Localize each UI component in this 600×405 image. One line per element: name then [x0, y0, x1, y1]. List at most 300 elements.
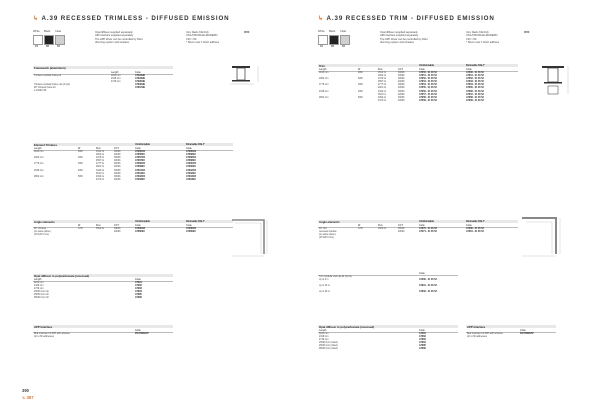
cell: 1164 mm — [319, 333, 329, 335]
right-title-text: A.39 RECESSED TRIM - DIFFUSED EMISSION — [326, 15, 495, 22]
cell: 3000K — [398, 78, 405, 81]
col-header-code: Code — [135, 224, 141, 227]
trim-drawing-icon — [538, 62, 574, 102]
cell: A7092EU — [186, 172, 196, 175]
cell: DV785MAPP — [135, 333, 149, 335]
framework-row-label: Trimless modular frame kit — [34, 75, 61, 77]
finish-code-06: 06 — [331, 45, 334, 48]
right-notes2 — [466, 31, 499, 45]
cell: 2921 lm — [96, 166, 105, 169]
angle-cct — [398, 228, 405, 234]
cell: 25000 mm roll — [34, 294, 49, 297]
cell: 1776 mm — [319, 84, 329, 87]
cell: DV785MAPP — [520, 333, 534, 335]
finish-label-white: White — [33, 30, 40, 33]
angle-code — [419, 228, 437, 234]
cell: A7085 — [135, 294, 142, 297]
cell: Up to 60 addresses — [467, 336, 487, 339]
profile-drawing-icon — [228, 64, 268, 99]
framework-code: A7095HH — [135, 81, 146, 84]
cell: A7067 - 01 06 52 — [466, 93, 484, 96]
ip-rating: IP20 — [524, 31, 530, 34]
cell: A7088CO — [186, 157, 197, 160]
note-line: Very black (CE/CH) — [466, 31, 489, 34]
col-header-dimmable: Dimmable DALI* — [466, 64, 485, 67]
col-header-length: Length — [34, 278, 42, 281]
trim-col-cct — [398, 72, 405, 103]
framework-length: 2348 mm — [111, 78, 121, 81]
cell: 1562 lm — [378, 228, 387, 230]
cell: up to 3 m — [319, 279, 329, 282]
elements-col-cct — [114, 151, 121, 182]
cell: 2921 lm — [378, 87, 387, 90]
trim-col-flux — [378, 72, 386, 103]
cell: 1664 lm — [96, 154, 105, 157]
cell: A7082 — [419, 336, 426, 339]
col-header-cct: CCT — [114, 147, 119, 150]
cell: 4000K — [398, 87, 405, 90]
swatch-clear — [340, 35, 350, 45]
finish-label-clear: Clear — [55, 30, 62, 33]
cell: (on same plane) — [319, 234, 336, 237]
col-header-w: W — [358, 68, 361, 71]
cell: 50W — [78, 175, 83, 178]
note-line: * Driver over 1 DALI address — [186, 41, 220, 45]
cell: 4094 lm — [378, 96, 387, 99]
cell: A7091 - 01 06 52 — [419, 285, 437, 288]
framework-code: A7094HH — [135, 75, 146, 77]
cell: A7053 - 01 06 52 — [419, 81, 437, 84]
cell: (on same plane) — [34, 231, 51, 234]
angle-cct — [114, 228, 121, 234]
cell: BLE interface for APP with wireless — [34, 333, 70, 335]
framework-title: Framework (aluminium) — [34, 66, 66, 70]
col-header-code: Code — [419, 224, 425, 227]
cell: A7086 — [135, 297, 142, 300]
finish-label-black: Black — [44, 30, 51, 33]
angle-element-drawing — [230, 218, 272, 258]
angle-title: Angle elements — [34, 220, 55, 224]
cell: A7062 - 01 06 52 — [466, 78, 484, 81]
cell: 4000K — [398, 231, 405, 234]
col-header-unidimmable: Unidimmable — [135, 220, 151, 223]
cell: 3000K — [398, 72, 405, 74]
note-line: dimming system and wireless — [95, 41, 129, 45]
page-number: 390 — [22, 388, 29, 393]
cell: (474x474 mm) — [34, 234, 49, 237]
swatch-white — [33, 35, 43, 45]
cell: A7059 - 01 06 52 — [419, 99, 437, 102]
trim-col-length — [319, 72, 329, 100]
diffuser-title: Opal diffuser in polycarbonate (recessed) — [34, 274, 90, 278]
angle-code — [135, 228, 145, 234]
cell: 4374 lm — [378, 99, 387, 102]
cell: A7056 - 01 06 52 — [419, 90, 437, 93]
cell: A7060 - 01 06 52 — [466, 72, 484, 74]
finish-code-01: 01 — [320, 45, 323, 48]
cell: 4000K — [114, 160, 121, 163]
cell: A7092CO — [186, 169, 197, 172]
cell: A7083 — [419, 339, 426, 342]
cell: 3442 lm — [378, 90, 387, 93]
col-header-flux: Flux — [96, 224, 101, 227]
left-notes2 — [186, 31, 219, 45]
cell: A7068 - 01 06 52 — [466, 96, 484, 99]
col-header-unidimmable: Unidimmable — [135, 143, 151, 146]
cell: 1164 mm — [34, 282, 44, 284]
right-notes — [380, 31, 428, 45]
note-line: Very black (CE/CH) — [186, 31, 209, 34]
col-header-flux: Flux — [378, 68, 383, 71]
cell: A7054 - 01 06 52 — [419, 84, 437, 87]
cell: A7091EU — [135, 172, 145, 175]
left-title-text: A.39 RECESSED TRIMLESS - DIFFUSED EMISSION — [41, 15, 230, 22]
note-line: Opal diffuser supplied separately — [380, 31, 418, 34]
cell: A7080EU — [135, 231, 145, 234]
cell: A7080EU — [186, 231, 196, 234]
elements-col-code — [135, 151, 145, 182]
finish-code-52: 52 — [57, 45, 60, 48]
right-page-title — [318, 15, 495, 22]
cell: 2476 lm — [96, 157, 105, 160]
col-header-code: Code — [419, 329, 425, 332]
cell: 1776 mm — [34, 163, 44, 166]
interface-title: APP Interface — [34, 325, 53, 329]
cell: Up to 60 addresses — [34, 336, 54, 339]
trim-title: Trim — [319, 64, 325, 68]
cell: 2777 lm — [96, 163, 105, 166]
col-header-cct: CCT — [398, 68, 403, 71]
col-header-code: Code — [135, 278, 141, 281]
elements-col-dali — [186, 151, 196, 182]
interface-desc — [467, 333, 503, 339]
cell: A7084 — [135, 291, 142, 294]
swatch-clear — [55, 35, 65, 45]
finish-code-06: 06 — [46, 45, 49, 48]
interface-desc — [34, 333, 70, 339]
trim-col-dali — [466, 72, 484, 103]
col-header-code: Code — [419, 68, 425, 71]
cell: 35000 mm roll — [34, 297, 49, 300]
trim-col-code — [419, 72, 437, 103]
col-header-dimmable: Dimmable DALI* — [186, 220, 205, 223]
cell: 17W — [358, 228, 363, 230]
cell: A7061 - 01 06 52 — [466, 75, 484, 78]
diffuser-lengths — [319, 333, 338, 352]
cell: A7086 — [419, 348, 426, 351]
cell: 3000K — [114, 157, 121, 160]
cell: 3000K — [114, 228, 121, 230]
angle-desc — [34, 228, 51, 237]
angle-drawing-icon — [230, 218, 272, 258]
col-header-code: Code — [186, 147, 192, 150]
framework-code: A7097HH — [135, 87, 146, 90]
col-header-code: Code — [135, 147, 141, 150]
col-header-code: Code — [186, 224, 192, 227]
col-header-length: Length — [111, 71, 119, 74]
product-profile-illustration — [228, 64, 268, 99]
elements-title: Element Trimless — [34, 143, 58, 147]
cell: A7093CO — [135, 175, 146, 178]
cell: A7051 - 01 06 52 — [419, 75, 437, 78]
note-line: dimming system and wireless — [380, 41, 414, 45]
page-reference: ↳ 387 — [22, 395, 34, 400]
note-line: A99 interface supplied separately — [380, 34, 419, 38]
cell: 50W — [358, 96, 363, 99]
cell: Trim modular end cap kit (2 pcs) — [319, 276, 352, 278]
cell: 3000K — [114, 175, 121, 178]
framework-code: A7096HH — [135, 84, 146, 87]
cell: 1541 lm — [96, 151, 105, 153]
cell: A7080 - 01 06 52 — [466, 228, 484, 230]
framework-row-label: Trimless modular frame cap (2 pcs) — [34, 84, 71, 87]
cell: 3000K — [398, 228, 405, 230]
cell: A7090EU — [186, 166, 196, 169]
cell: A7081 — [135, 282, 142, 284]
finish-code-52: 52 — [342, 45, 345, 48]
cell: 3442 lm — [96, 169, 105, 172]
cell: 25000 mm (rolled) — [319, 345, 338, 348]
cell: A7085EU — [135, 154, 145, 157]
cell: 17W — [78, 228, 83, 230]
interface-code — [135, 333, 149, 336]
cell: 1164 mm — [34, 151, 44, 153]
title-arrow-icon: ↳ — [318, 15, 325, 22]
diffuser-title: Opal diffuser in polycarbonate (recessed) — [319, 325, 375, 329]
cell: 2864 mm — [34, 175, 44, 178]
col-header-dimmable: Dimmable DALI* — [466, 220, 485, 223]
angle-trim-drawing — [520, 216, 564, 258]
cell: A7063 - 01 06 52 — [466, 81, 484, 84]
col-header-dimmable: Dimmable DALI* — [186, 143, 205, 146]
cell: 2864 mm — [319, 96, 329, 99]
cell: 3611 lm — [378, 93, 387, 96]
col-header-length: Length — [34, 147, 42, 150]
col-header-cct: CCT — [398, 224, 403, 227]
framework-code: A7093HH — [135, 78, 146, 81]
note-line: UNI+TRIANGLE-MODERN — [186, 34, 218, 38]
cell: 30W — [358, 84, 363, 87]
cell: 4000K — [398, 99, 405, 102]
cell: A7069 - 01 06 52 — [466, 99, 484, 102]
elements-col-w — [78, 151, 83, 179]
cell: 15000 mm (rolled) — [319, 342, 338, 345]
cell: A7090 - 01 06 52 — [419, 279, 437, 281]
col-header-length: Length — [319, 68, 327, 71]
angle-dali — [186, 228, 196, 234]
cell: 1682 mm — [319, 78, 329, 81]
cell: 3000K — [114, 151, 121, 153]
cell: A7086EU — [186, 154, 196, 157]
accessory-codes — [419, 279, 437, 294]
cell: A7065 - 01 06 52 — [466, 87, 484, 90]
cell: A7086CO — [186, 151, 197, 153]
framework-labels — [34, 75, 70, 94]
cell: 1562 lm — [96, 228, 105, 230]
note-line: CRI > 80 — [466, 37, 477, 41]
col-header-length: Length — [319, 329, 327, 332]
col-header-code: Code — [135, 329, 141, 332]
cell: 1664 lm — [378, 75, 387, 78]
angle-w — [358, 228, 363, 231]
col-header-code: Code — [135, 71, 141, 74]
ip-rating: IP20 — [244, 31, 250, 34]
finish-label-black: Black — [329, 30, 336, 33]
cell: A7052 - 01 06 52 — [419, 78, 437, 81]
angle-flux — [378, 228, 386, 231]
cell: 90° trimless — [34, 228, 47, 230]
cell: 20W — [78, 151, 83, 153]
cell: A7084 — [419, 342, 426, 345]
cell: up to 25 m — [319, 291, 330, 294]
cell: A7091CO — [135, 169, 146, 172]
cell: 30W — [358, 78, 363, 81]
cell: 4000K — [398, 75, 405, 78]
trim-col-w — [358, 72, 363, 100]
cell: 4736 mm — [34, 288, 44, 291]
cell: A7089CO — [135, 163, 146, 166]
cell: A7092 - 01 06 52 — [419, 291, 437, 294]
cell: BLE interface for APP with wireless — [467, 333, 503, 335]
note-line: The APP driver can be controlled by DALI — [380, 37, 428, 41]
cell: 90° trim — [319, 228, 327, 230]
col-header-code: Code — [466, 68, 472, 71]
cell: A7055 - 01 06 52 — [419, 87, 437, 90]
cell: A7081 — [419, 333, 426, 335]
finish-label-clear: Clear — [340, 30, 347, 33]
cell: 1541 lm — [378, 72, 387, 74]
right-finish-swatches — [318, 30, 358, 52]
angle-desc — [319, 228, 337, 240]
cell: 1682 mm — [34, 157, 44, 160]
cell: 1164 mm — [319, 72, 329, 74]
cell: A7064 - 01 06 52 — [466, 84, 484, 87]
cell: 3000K — [398, 84, 405, 87]
title-arrow-icon: ↳ — [33, 15, 40, 22]
note-line: UNI+TRIANGLE-MODERN — [466, 34, 498, 38]
col-header-unidimmable: Unidimmable — [419, 64, 435, 67]
cell: A7083 — [135, 288, 142, 291]
framework-length: 1164 mm — [111, 75, 121, 77]
cell: 4000K — [114, 178, 121, 181]
cell: 3000K — [398, 96, 405, 99]
col-header-w: W — [358, 224, 361, 227]
interface-title: APP Interface — [467, 325, 486, 329]
col-header-flux: Flux — [96, 147, 101, 150]
col-header-w: W — [78, 147, 81, 150]
cell: 20W — [358, 72, 363, 74]
cell: 15000 mm roll — [34, 291, 49, 294]
swatch-white — [318, 35, 328, 45]
cell: 3000K — [398, 90, 405, 93]
cell: 2597 lm — [378, 81, 387, 84]
cell: 2348 mm — [34, 285, 44, 288]
cell: 3611 lm — [96, 172, 105, 175]
cell: A7085CO — [135, 151, 146, 153]
cell: 4094 lm — [96, 175, 105, 178]
cell: 4374 lm — [96, 178, 105, 181]
angle-w — [78, 228, 83, 231]
col-header-cct: CCT — [114, 224, 119, 227]
diffuser-codes — [135, 282, 142, 301]
cell: A7090CO — [186, 163, 197, 166]
cell: 30W — [78, 157, 83, 160]
cell: 40W — [358, 90, 363, 93]
cell: A7050 - 01 06 52 — [419, 72, 437, 74]
framework-codes — [135, 75, 145, 90]
cell: 4000K — [114, 166, 121, 169]
cell: 2597 lm — [96, 160, 105, 163]
cell: A7087EU — [135, 160, 145, 163]
cell: A7082 — [135, 285, 142, 288]
trim-profile-illustration — [538, 62, 574, 102]
swatch-black — [329, 35, 339, 45]
left-finish-swatches — [33, 30, 73, 52]
cell: 4736 mm — [319, 339, 329, 342]
cell: A7093EU — [135, 178, 145, 181]
cell: 35000 mm (rolled) — [319, 348, 338, 351]
framework-length: 4736 mm — [111, 81, 121, 84]
cell: A7089EU — [135, 166, 145, 169]
note-line: A99 interface supplied separately — [95, 34, 134, 38]
cell: 3000K — [114, 163, 121, 166]
col-header-flux: Flux — [378, 224, 383, 227]
framework-row-label: L-1620x740 — [34, 90, 47, 93]
diffuser-codes — [419, 333, 426, 352]
cell: 30W — [78, 163, 83, 166]
cell: 2348 mm — [319, 90, 329, 93]
elements-col-flux — [96, 151, 104, 182]
col-header-unidimmable: Unidimmable — [419, 220, 435, 223]
angle-trim-drawing-icon — [520, 216, 564, 258]
left-page-title — [33, 15, 230, 22]
elements-col-length — [34, 151, 44, 179]
diffuser-lengths — [34, 282, 49, 301]
cell: 4000K — [398, 81, 405, 84]
cell: A7081 - 01 06 52 — [466, 231, 484, 234]
cell: (474x474 mm) — [319, 237, 334, 240]
cell: A7085 — [419, 345, 426, 348]
note-line: Opal diffuser supplied separately — [95, 31, 133, 34]
framework-row-label: 90° trimless frame kit — [34, 87, 56, 90]
note-line: * Driver over 1 DALI address — [466, 41, 500, 45]
cell: 3000K — [114, 169, 121, 172]
cell: A7057 - 01 06 52 — [419, 93, 437, 96]
cell: A7066 - 01 06 52 — [466, 90, 484, 93]
cell: A7070 - 01 06 52 — [419, 228, 437, 230]
cell: A7071 - 01 06 52 — [419, 231, 437, 234]
left-notes — [95, 31, 143, 45]
swatch-black — [44, 35, 54, 45]
cell: 2348 mm — [34, 169, 44, 172]
cell: A7080CO — [135, 228, 146, 230]
cell: 4000K — [398, 93, 405, 96]
cell: 2348 mm — [319, 336, 329, 339]
cell: recessed module — [319, 231, 337, 234]
finish-code-01: 01 — [35, 45, 38, 48]
interface-code — [520, 333, 534, 336]
accessory-labels — [319, 276, 352, 295]
angle-bar — [318, 220, 518, 223]
framework-lengths — [111, 75, 121, 84]
col-header-code: Code — [520, 329, 526, 332]
cell: 4000K — [114, 154, 121, 157]
cell: up to 15 m — [319, 285, 330, 288]
cell: A7058 - 01 06 52 — [419, 96, 437, 99]
note-line: The APP driver can be controlled by DALI — [95, 37, 143, 41]
cell: 4000K — [114, 231, 121, 234]
cell: A7080CO — [186, 228, 197, 230]
